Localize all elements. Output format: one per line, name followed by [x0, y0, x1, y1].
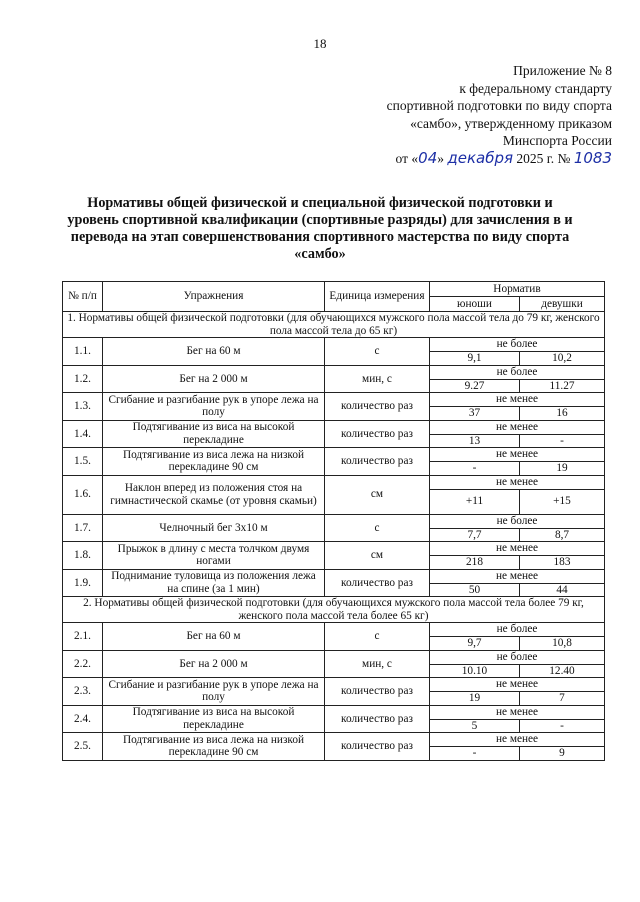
table-row [63, 623, 605, 637]
row-value-girls: +15 [520, 489, 605, 514]
order-number-handwritten: 1083 [573, 148, 612, 167]
row-value-boys: 13 [430, 434, 520, 448]
row-unit: количество раз [325, 448, 430, 476]
row-unit: количество раз [325, 393, 430, 421]
row-value-boys: +11 [430, 489, 520, 514]
row-value-girls: 10,2 [520, 352, 605, 366]
row-condition: не менее [430, 393, 605, 407]
table-row [63, 420, 605, 434]
row-exercise: Челночный бег 3х10 м [103, 514, 325, 542]
header-unit: Единица измерения [325, 282, 430, 312]
row-condition: не менее [430, 705, 605, 719]
row-exercise: Поднимание туловища из положения лежа на спине (за 1 мин) [103, 569, 325, 597]
section-header-row [63, 597, 605, 623]
row-condition: не менее [430, 678, 605, 692]
row-value-girls: - [520, 719, 605, 733]
row-condition: не более [430, 338, 605, 352]
row-value-girls: 7 [520, 692, 605, 706]
row-value-girls: - [520, 434, 605, 448]
row-unit: мин, с [325, 650, 430, 678]
row-value-boys: 9.27 [430, 379, 520, 393]
table-row [63, 393, 605, 407]
row-unit: количество раз [325, 705, 430, 733]
row-value-girls: 183 [520, 556, 605, 570]
row-exercise: Наклон вперед из положения стоя на гимнастической скамье (от уровня скамьи) [103, 475, 325, 514]
row-condition: не более [430, 623, 605, 637]
row-num: 1.8. [63, 542, 103, 570]
row-unit: мин, с [325, 365, 430, 393]
row-condition: не менее [430, 733, 605, 747]
row-unit: количество раз [325, 678, 430, 706]
row-value-boys: 37 [430, 407, 520, 421]
row-num: 2.4. [63, 705, 103, 733]
row-value-girls: 8,7 [520, 528, 605, 542]
row-num: 2.3. [63, 678, 103, 706]
norms-table [62, 281, 605, 761]
page-number: 18 [313, 36, 327, 51]
row-exercise: Подтягивание из виса лежа на низкой перекладине 90 см [103, 733, 325, 761]
header-num: № п/п [63, 282, 103, 312]
row-unit: с [325, 338, 430, 366]
row-exercise: Прыжок в длину с места толчком двумя ногами [103, 542, 325, 570]
row-num: 2.5. [63, 733, 103, 761]
row-num: 1.1. [63, 338, 103, 366]
row-exercise: Бег на 2 000 м [103, 365, 325, 393]
row-unit: с [325, 623, 430, 651]
order-line [330, 150, 612, 168]
row-value-boys: 50 [430, 583, 520, 597]
appendix-block [330, 62, 612, 167]
header-boys: юноши [430, 297, 520, 312]
row-unit: количество раз [325, 733, 430, 761]
header-exercise: Упражнения [103, 282, 325, 312]
row-condition: не менее [430, 569, 605, 583]
row-condition: не менее [430, 542, 605, 556]
header-norm: Норматив [430, 282, 605, 297]
row-condition: не менее [430, 448, 605, 462]
row-num: 2.1. [63, 623, 103, 651]
row-value-boys: 218 [430, 556, 520, 570]
row-exercise: Сгибание и разгибание рук в упоре лежа на полу [103, 393, 325, 421]
row-value-girls: 19 [520, 462, 605, 476]
row-num: 1.7. [63, 514, 103, 542]
row-value-boys: - [430, 747, 520, 761]
row-exercise: Подтягивание из виса на высокой перекладине [103, 705, 325, 733]
row-condition: не менее [430, 420, 605, 434]
appendix-line: к федеральному стандарту [459, 80, 612, 96]
table-row [63, 514, 605, 528]
row-unit: см [325, 475, 430, 514]
order-month-handwritten: декабря [447, 148, 514, 167]
document-title: Нормативы общей физической и специальной физической подготовки и уровень спортивной квалификации (спортивные разряды) для зачисления в и перевода на этап совершенствования спортивного мастерства по виду спорта «самбо» [67, 195, 573, 262]
row-value-boys: 10.10 [430, 664, 520, 678]
row-condition: не более [430, 650, 605, 664]
appendix-line: Минспорта России [502, 133, 612, 148]
row-num: 1.5. [63, 448, 103, 476]
row-exercise: Бег на 60 м [103, 623, 325, 651]
table-row [63, 650, 605, 664]
table-row [63, 733, 605, 747]
row-num: 2.2. [63, 650, 103, 678]
order-prefix: от « [395, 150, 419, 166]
section-title: 1. Нормативы общей физической подготовки (для обучающихся мужского пола массой тела до 79 кг, женского пола массой тела до 65 кг) [63, 312, 605, 338]
row-value-girls: 11.27 [520, 379, 605, 393]
header-girls: девушки [520, 297, 605, 312]
row-value-boys: 7,7 [430, 528, 520, 542]
row-value-boys: 5 [430, 719, 520, 733]
row-exercise: Подтягивание из виса лежа на низкой перекладине 90 см [103, 448, 325, 476]
table-header-row [63, 282, 605, 297]
appendix-line: Приложение № 8 [513, 63, 612, 78]
row-unit: количество раз [325, 420, 430, 448]
section-header-row [63, 312, 605, 338]
row-unit: с [325, 514, 430, 542]
row-num: 1.4. [63, 420, 103, 448]
row-num: 1.6. [63, 475, 103, 514]
row-num: 1.3. [63, 393, 103, 421]
table-row [63, 705, 605, 719]
row-value-boys: 19 [430, 692, 520, 706]
row-unit: см [325, 542, 430, 570]
row-num: 1.2. [63, 365, 103, 393]
row-exercise: Подтягивание из виса на высокой перекладине [103, 420, 325, 448]
row-exercise: Бег на 60 м [103, 338, 325, 366]
table-row [63, 338, 605, 352]
row-condition: не более [430, 365, 605, 379]
table-row [63, 365, 605, 379]
section-title: 2. Нормативы общей физической подготовки (для обучающихся мужского пола массой тела более 79 кг, женского пола массой тела более 65 кг) [63, 597, 605, 623]
appendix-line: «самбо», утвержденному приказом [410, 115, 612, 131]
table-row [63, 448, 605, 462]
order-year: 2025 г. № [516, 150, 571, 166]
row-unit: количество раз [325, 569, 430, 597]
row-num: 1.9. [63, 569, 103, 597]
table-row [63, 475, 605, 489]
appendix-line: спортивной подготовки по виду спорта [386, 98, 612, 113]
row-value-girls: 12.40 [520, 664, 605, 678]
row-value-girls: 44 [520, 583, 605, 597]
row-condition: не более [430, 514, 605, 528]
row-exercise: Бег на 2 000 м [103, 650, 325, 678]
row-value-girls: 16 [520, 407, 605, 421]
row-value-boys: 9,1 [430, 352, 520, 366]
row-value-girls: 9 [520, 747, 605, 761]
row-value-boys: - [430, 462, 520, 476]
table-row [63, 678, 605, 692]
row-value-girls: 10,8 [520, 637, 605, 651]
table-row [63, 542, 605, 556]
order-day-handwritten: 04 [418, 148, 438, 167]
row-exercise: Сгибание и разгибание рук в упоре лежа на полу [103, 678, 325, 706]
table-row [63, 569, 605, 583]
row-value-boys: 9,7 [430, 637, 520, 651]
row-condition: не менее [430, 475, 605, 489]
order-mid: » [437, 150, 444, 166]
